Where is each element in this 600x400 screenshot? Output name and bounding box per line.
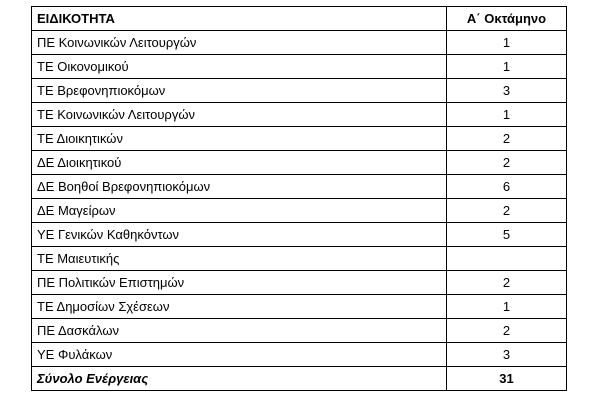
table-row [32, 295, 567, 319]
row-count: 3 [447, 343, 567, 367]
row-count: 1 [447, 31, 567, 55]
table-row [32, 271, 567, 295]
row-specialty: ΤΕ Δημοσίων Σχέσεων [32, 295, 447, 319]
row-count: 5 [447, 223, 567, 247]
row-specialty: ΠΕ Δασκάλων [32, 319, 447, 343]
row-count [447, 247, 567, 271]
row-count: 2 [447, 127, 567, 151]
row-count: 2 [447, 199, 567, 223]
table-row [32, 319, 567, 343]
row-specialty: ΠΕ Κοινωνικών Λειτουργών [32, 31, 447, 55]
row-count: 2 [447, 151, 567, 175]
table-row [32, 127, 567, 151]
table-row [32, 151, 567, 175]
table-row [32, 343, 567, 367]
table-row [32, 199, 567, 223]
row-count: 1 [447, 103, 567, 127]
row-count: 3 [447, 79, 567, 103]
row-specialty: ΠΕ Πολιτικών Επιστημών [32, 271, 447, 295]
row-specialty: ΔΕ Βοηθοί Βρεφονηπιοκόμων [32, 175, 447, 199]
total-row [32, 367, 567, 391]
row-specialty: ΔΕ Διοικητικού [32, 151, 447, 175]
header-row [32, 7, 567, 31]
table-row [32, 31, 567, 55]
row-specialty: ΔΕ Μαγείρων [32, 199, 447, 223]
table-row [32, 247, 567, 271]
table-row [32, 103, 567, 127]
total-count: 31 [447, 367, 567, 391]
row-count: 1 [447, 295, 567, 319]
row-count: 2 [447, 271, 567, 295]
row-specialty: ΤΕ Διοικητικών [32, 127, 447, 151]
row-specialty: ΤΕ Κοινωνικών Λειτουργών [32, 103, 447, 127]
row-specialty: ΥΕ Γενικών Καθηκόντων [32, 223, 447, 247]
row-specialty: ΤΕ Βρεφονηπιοκόμων [32, 79, 447, 103]
row-count: 1 [447, 55, 567, 79]
row-specialty: ΥΕ Φυλάκων [32, 343, 447, 367]
table-row [32, 175, 567, 199]
table-row [32, 79, 567, 103]
table-row [32, 223, 567, 247]
row-count: 2 [447, 319, 567, 343]
total-label: Σύνολο Ενέργειας [32, 367, 447, 391]
row-specialty: ΤΕ Οικονομικού [32, 55, 447, 79]
header-period: Α΄ Οκτάμηνο [447, 7, 567, 31]
row-specialty: ΤΕ Μαιευτικής [32, 247, 447, 271]
header-specialty: ΕΙΔΙΚΟΤΗΤΑ [32, 7, 447, 31]
table-row [32, 55, 567, 79]
row-count: 6 [447, 175, 567, 199]
staffing-table [31, 6, 567, 391]
